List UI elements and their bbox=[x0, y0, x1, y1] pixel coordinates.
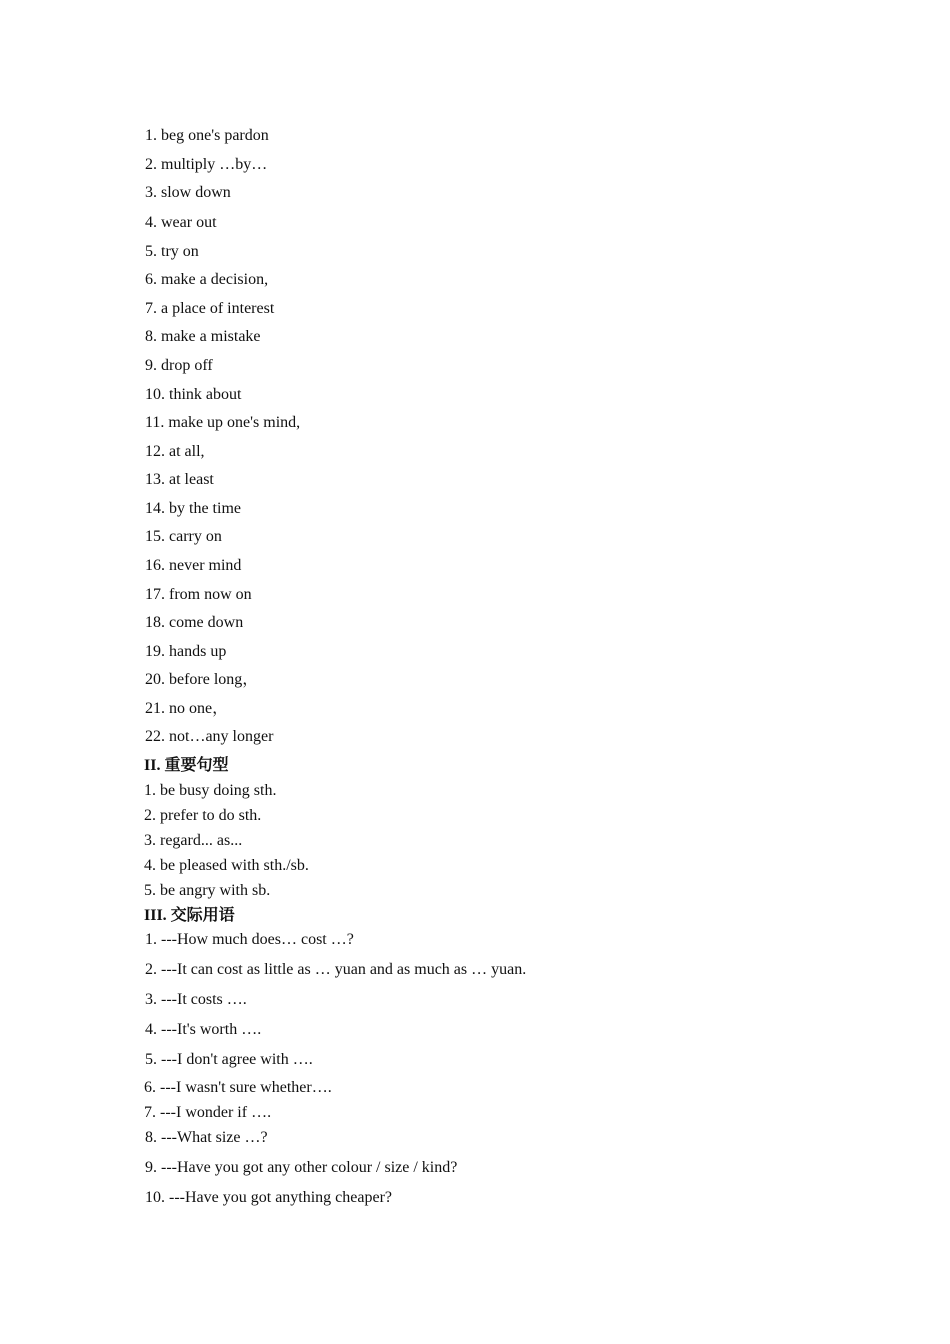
section-heading-communication: III. 交际用语 bbox=[144, 907, 235, 924]
expression-item: 10. ---Have you got anything cheaper? bbox=[145, 1189, 393, 1206]
expression-item: 2. ---It can cost as little as … yuan and as much as … yuan. bbox=[145, 961, 527, 978]
phrase-item: 20. before long， bbox=[145, 671, 259, 688]
expression-item: 5. ---I don't agree with …. bbox=[145, 1051, 313, 1068]
expression-item: 6. ---I wasn't sure whether…. bbox=[144, 1079, 332, 1096]
phrase-item: 9. drop off bbox=[145, 357, 213, 374]
phrase-item: 5. try on bbox=[145, 243, 199, 260]
phrase-item: 7. a place of interest bbox=[145, 300, 275, 317]
phrase-item: 21. no one， bbox=[145, 700, 229, 717]
phrase-item: 19. hands up bbox=[145, 643, 227, 660]
sentence-pattern-item: 4. be pleased with sth./sb. bbox=[144, 857, 309, 874]
phrase-item: 4. wear out bbox=[145, 214, 217, 231]
sentence-pattern-item: 3. regard... as... bbox=[144, 832, 243, 849]
phrase-item: 18. come down bbox=[145, 614, 244, 631]
expression-item: 8. ---What size …? bbox=[145, 1129, 268, 1146]
phrase-item: 8. make a mistake bbox=[145, 328, 261, 345]
expression-item: 1. ---How much does… cost …? bbox=[145, 931, 354, 948]
phrase-item: 13. at least bbox=[145, 471, 214, 488]
expression-item: 7. ---I wonder if …. bbox=[144, 1104, 272, 1121]
phrase-item: 3. slow down bbox=[145, 184, 231, 201]
phrase-item: 16. never mind bbox=[145, 557, 242, 574]
expression-item: 4. ---It's worth …. bbox=[145, 1021, 262, 1038]
sentence-pattern-item: 2. prefer to do sth. bbox=[144, 807, 262, 824]
expression-item: 3. ---It costs …. bbox=[145, 991, 247, 1008]
phrase-item: 17. from now on bbox=[145, 586, 252, 603]
phrase-item: 6. make a decision, bbox=[145, 271, 269, 288]
sentence-pattern-item: 5. be angry with sb. bbox=[144, 882, 271, 899]
sentence-pattern-item: 1. be busy doing sth. bbox=[144, 782, 277, 799]
phrase-item: 12. at all, bbox=[145, 443, 205, 460]
section-heading-sentence-patterns: II. 重要句型 bbox=[144, 757, 229, 774]
phrase-item: 10. think about bbox=[145, 386, 242, 403]
phrase-item: 14. by the time bbox=[145, 500, 241, 517]
phrase-item: 22. not…any longer bbox=[145, 728, 274, 745]
phrase-item: 2. multiply …by… bbox=[145, 156, 268, 173]
expression-item: 9. ---Have you got any other colour / size / kind? bbox=[145, 1159, 458, 1176]
phrase-item: 1. beg one's pardon bbox=[145, 127, 269, 144]
phrase-item: 11. make up one's mind, bbox=[145, 414, 301, 431]
phrase-item: 15. carry on bbox=[145, 528, 222, 545]
